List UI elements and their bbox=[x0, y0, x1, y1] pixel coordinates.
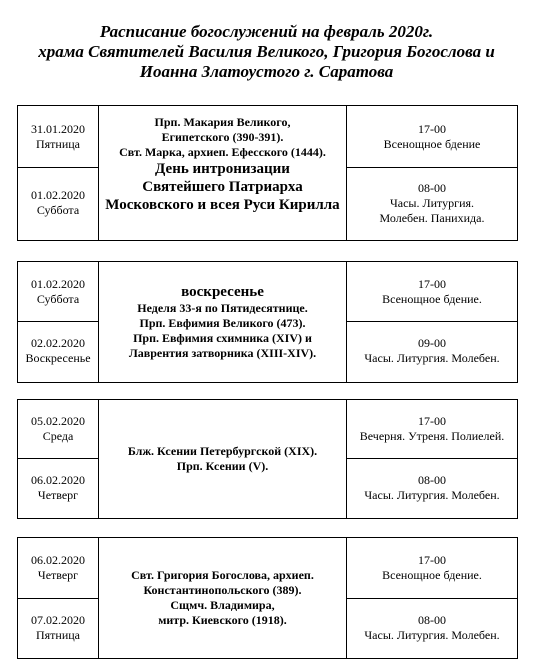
title-line-2: храма Святителей Василия Великого, Григория Богослова и bbox=[38, 42, 495, 61]
date-cell bbox=[18, 106, 98, 167]
saints-cell bbox=[98, 106, 347, 240]
date-column bbox=[18, 400, 99, 518]
weekday: Пятница bbox=[35, 136, 81, 151]
date: 07.02.2020 bbox=[31, 612, 85, 627]
saint-line: Прп. Евфимия схимника (XIV) и bbox=[133, 331, 312, 345]
time-cell bbox=[347, 167, 517, 239]
time: 17-00 bbox=[418, 276, 446, 291]
title-line-3: Иоанна Златоустого г. Саратова bbox=[139, 62, 394, 81]
date-cell bbox=[18, 598, 98, 657]
time-column bbox=[346, 106, 517, 240]
saint-line: Блж. Ксении Петербургской (XIX). bbox=[127, 444, 318, 458]
time: 17-00 bbox=[418, 414, 446, 428]
date-cell bbox=[18, 538, 98, 598]
date: 31.01.2020 bbox=[31, 121, 85, 136]
schedule-block-3 bbox=[17, 399, 518, 519]
saint-line: Свт. Марка, архиеп. Ефесского (1444). bbox=[119, 144, 326, 159]
time-column bbox=[346, 400, 517, 518]
time-cell bbox=[347, 262, 517, 321]
schedule-block-1 bbox=[17, 105, 518, 241]
time-column bbox=[346, 262, 517, 382]
date-column bbox=[18, 538, 99, 658]
date: 05.02.2020 bbox=[31, 414, 85, 428]
weekday: Среда bbox=[42, 429, 74, 443]
saints-cell bbox=[98, 538, 347, 658]
time-cell bbox=[347, 400, 517, 458]
time: 08-00 bbox=[418, 472, 446, 487]
time-cell bbox=[347, 458, 517, 517]
time: 17-00 bbox=[418, 553, 446, 567]
time: 17-00 bbox=[418, 121, 446, 136]
service: Вечерня. Утреня. Полиелей. bbox=[359, 429, 505, 443]
date: 01.02.2020 bbox=[31, 188, 85, 202]
time-cell bbox=[347, 598, 517, 657]
service: Всенощное бдение. bbox=[382, 291, 482, 306]
date: 06.02.2020 bbox=[31, 553, 85, 567]
date: 02.02.2020 bbox=[31, 336, 85, 350]
saint-line: Прп. Ксении (V). bbox=[176, 459, 269, 473]
saint-line: воскресенье bbox=[181, 284, 264, 300]
schedule-block-4 bbox=[17, 537, 518, 659]
weekday: Пятница bbox=[35, 627, 81, 642]
time-cell bbox=[347, 538, 517, 598]
date-cell bbox=[18, 321, 98, 381]
date-cell bbox=[18, 262, 98, 321]
service: Часы. Литургия. Молебен. bbox=[364, 487, 500, 502]
service: Часы. Литургия. Молебен. bbox=[364, 351, 500, 365]
date-cell bbox=[18, 167, 98, 239]
time-cell bbox=[347, 106, 517, 167]
saint-line: Святейшего Патриарха bbox=[142, 178, 303, 195]
title-line-1: Расписание богослужений на февраль 2020г. bbox=[99, 22, 434, 41]
time: 09-00 bbox=[418, 336, 446, 350]
saint-line: Константинопольского (389). bbox=[143, 583, 302, 597]
date-cell bbox=[18, 400, 98, 458]
weekday: Суббота bbox=[36, 203, 80, 217]
service: Всенощное бдение bbox=[383, 136, 481, 151]
page-title bbox=[20, 22, 513, 82]
saint-line: День интронизации bbox=[155, 160, 290, 177]
weekday: Четверг bbox=[37, 487, 79, 502]
saint-line: Московского и всея Руси Кирилла bbox=[105, 196, 340, 213]
date-column bbox=[18, 106, 99, 240]
time-column bbox=[346, 538, 517, 658]
saint-line: Неделя 33-я по Пятидесятнице. bbox=[137, 301, 308, 315]
schedule-block-2 bbox=[17, 261, 518, 383]
weekday: Суббота bbox=[36, 291, 80, 306]
date: 06.02.2020 bbox=[31, 472, 85, 487]
saint-line: Сщмч. Владимира, bbox=[170, 598, 275, 612]
weekday: Воскресенье bbox=[25, 351, 91, 365]
saint-line: Свт. Григория Богослова, архиеп. bbox=[131, 568, 314, 582]
service: Часы. Литургия. Молебен. bbox=[364, 627, 500, 642]
time-cell bbox=[347, 321, 517, 381]
saint-line: Прп. Евфимия Великого (473). bbox=[139, 316, 306, 330]
saint-line: Лаврентия затворника (XIII-XIV). bbox=[128, 346, 317, 360]
date: 01.02.2020 bbox=[31, 276, 85, 291]
service: Молебен. Панихида. bbox=[379, 210, 485, 225]
date-column bbox=[18, 262, 99, 382]
saints-cell bbox=[98, 400, 347, 518]
date-cell bbox=[18, 458, 98, 517]
time: 08-00 bbox=[418, 612, 446, 627]
weekday: Четверг bbox=[37, 568, 79, 582]
service: Часы. Литургия. bbox=[389, 195, 475, 210]
saint-line: митр. Киевского (1918). bbox=[158, 613, 287, 627]
saint-line: Прп. Макария Великого, bbox=[154, 114, 291, 129]
time: 08-00 bbox=[418, 180, 446, 195]
saint-line: Египетского (390-391). bbox=[161, 129, 284, 144]
service: Всенощное бдение. bbox=[382, 568, 482, 582]
saints-cell bbox=[98, 262, 347, 382]
